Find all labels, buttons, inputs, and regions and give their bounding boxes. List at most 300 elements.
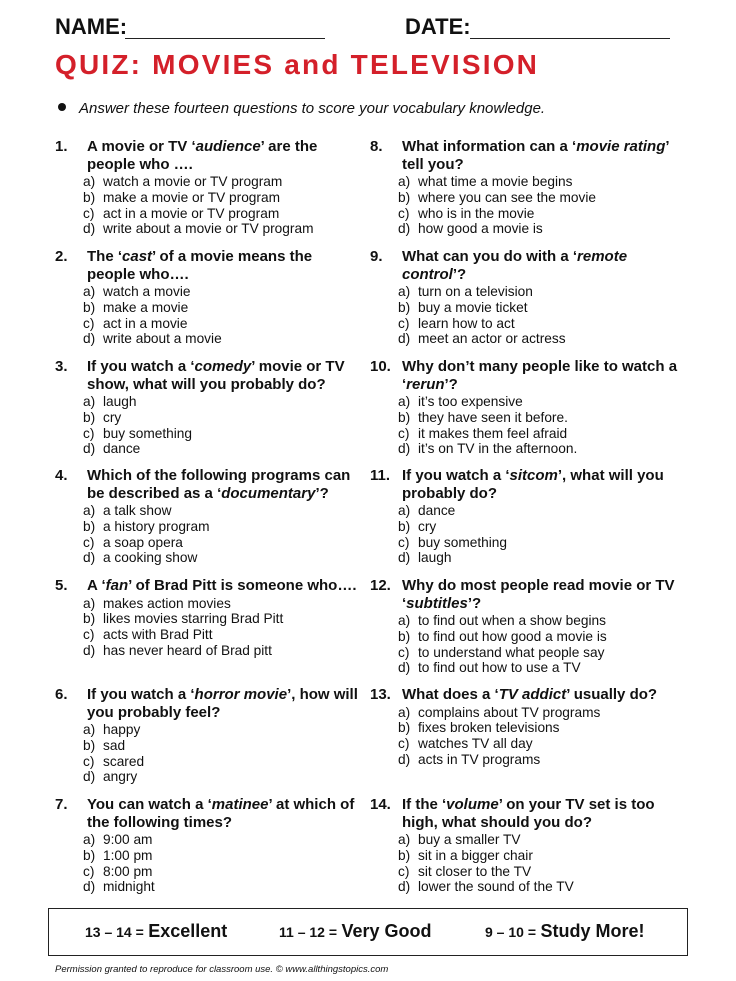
question-text [370,686,685,704]
answer-options [55,284,360,347]
prompt-tail: ’? [315,484,329,502]
answer-option[interactable] [398,705,685,721]
option-letter: a) [398,704,411,720]
option-letter: c) [398,863,410,879]
question-number: 1. [55,138,68,155]
score-range: 11 – 12 = [279,924,338,940]
prompt-tail: ’ of a movie means the people who…. [87,248,313,283]
answer-option[interactable] [398,832,685,848]
question-number: 12. [370,577,391,594]
option-text: acts in TV programs [418,751,541,767]
option-letter: a) [398,613,411,628]
option-text: meet an actor or actress [418,331,566,347]
question-text [370,138,685,173]
answer-option[interactable] [398,206,685,222]
question-text [370,248,685,283]
prompt-lead: If you watch a ‘ [87,686,195,703]
answer-option[interactable] [398,864,685,880]
answer-option[interactable] [398,300,685,316]
option-letter: a) [83,832,96,847]
question-prompt [402,358,685,393]
answer-option[interactable] [398,848,685,864]
option-text: a history program [103,518,210,534]
answer-option[interactable] [398,660,685,676]
option-letter: a) [398,284,411,299]
option-text: cry [418,518,437,534]
option-letter: d) [398,660,411,676]
vocabulary-term: fan [105,577,129,594]
prompt-lead: If the ‘ [402,796,447,813]
vocabulary-term: rerun [406,375,445,393]
answer-options [370,394,685,457]
instruction-text: Answer these fourteen questions to score your vocabulary knowledge. [79,100,546,117]
option-text: lower the sound of the TV [418,879,574,895]
option-letter: b) [398,299,411,315]
option-letter: a) [83,394,96,409]
option-letter: b) [83,611,96,627]
prompt-lead: If you watch a ‘ [402,467,510,484]
option-text: buy something [418,534,508,550]
answer-options [370,284,685,347]
option-letter: b) [398,847,411,863]
question-text [55,358,360,393]
option-letter: a) [83,722,96,737]
answer-option[interactable] [83,300,360,316]
answer-option[interactable] [83,426,360,442]
option-text: sit closer to the TV [418,863,532,879]
question-prompt [402,138,685,173]
answer-option[interactable] [398,879,685,895]
question-number: 4. [55,467,68,484]
option-letter: d) [83,769,96,785]
prompt-tail: ’ tell you? [402,138,669,173]
option-text: act in a movie or TV program [103,205,280,221]
question-5 [55,577,360,659]
question-prompt [87,577,360,595]
prompt-lead: The ‘ [87,248,123,265]
answer-option[interactable] [398,550,685,566]
vocabulary-term: documentary [221,484,316,502]
vocabulary-term: cast [122,248,153,265]
answer-option[interactable] [83,394,360,410]
answer-options [55,832,360,895]
instruction [58,100,545,117]
answer-option[interactable] [398,426,685,442]
option-letter: b) [398,409,411,425]
vocabulary-term: matinee [211,796,269,813]
question-prompt [402,577,685,612]
question-number: 2. [55,248,68,265]
question-3 [55,358,360,457]
option-letter: c) [83,315,95,331]
option-text: they have seen it before. [418,409,568,425]
option-letter: a) [398,394,411,409]
option-text: learn how to act [418,315,515,331]
option-text: watches TV all day [418,736,533,752]
option-letter: d) [83,550,96,566]
answer-option[interactable] [83,611,360,627]
question-text [370,358,685,393]
answer-option[interactable] [398,519,685,535]
score-label: Very Good [341,921,432,941]
answer-option[interactable] [398,503,685,519]
answer-option[interactable] [83,879,360,895]
option-text: sad [103,737,126,753]
option-letter: c) [83,205,95,221]
answer-options [55,174,360,237]
answer-option[interactable] [83,190,360,206]
question-1 [55,138,360,237]
question-prompt [402,796,685,831]
prompt-tail: ’ usually do? [566,686,658,703]
answer-option[interactable] [398,394,685,410]
prompt-lead: You can watch a ‘ [87,796,212,813]
option-letter: a) [398,832,411,847]
score-very-good [279,921,432,942]
question-number: 3. [55,358,68,375]
option-text: to find out when a show begins [418,613,606,628]
score-label: Excellent [148,921,228,941]
option-text: makes action movies [103,595,231,611]
answer-option[interactable] [398,174,685,190]
option-text: acts with Brad Pitt [103,627,213,643]
option-text: buy a smaller TV [418,832,521,847]
question-prompt [87,796,360,831]
name-label: NAME: [55,14,128,39]
vocabulary-term: audience [195,138,261,155]
prompt-tail: ’, what will you probably do? [402,467,664,502]
option-text: cry [103,409,122,425]
answer-options [55,503,360,566]
question-prompt [87,358,360,393]
prompt-tail: ’ movie or TV show, what will you probably do? [87,358,345,393]
option-letter: a) [83,174,96,189]
option-text: angry [103,769,138,785]
answer-option[interactable] [83,221,360,237]
vocabulary-term: TV addict [498,686,567,703]
answer-option[interactable] [83,596,360,612]
answer-option[interactable] [83,738,360,754]
option-text: dance [418,503,456,518]
option-text: where you can see the movie [418,189,597,205]
option-letter: b) [83,737,96,753]
option-letter: a) [83,284,96,299]
option-text: 8:00 pm [103,863,153,879]
answer-options [55,596,360,659]
answer-options [55,394,360,457]
option-text: a soap opera [103,534,183,550]
question-prompt [87,467,360,502]
question-text [55,577,360,595]
date-label: DATE: [405,14,471,39]
answer-option[interactable] [83,410,360,426]
question-7 [55,796,360,895]
answer-options [370,705,685,768]
answer-option[interactable] [398,190,685,206]
score-excellent [85,921,227,942]
question-4 [55,467,360,566]
answer-option[interactable] [83,627,360,643]
vocabulary-term: subtitles [406,594,468,612]
option-text: to find out how to use a TV [418,660,581,676]
answer-option[interactable] [398,613,685,629]
option-letter: d) [83,331,96,347]
option-text: midnight [103,879,155,895]
option-text: laugh [103,394,137,409]
answer-options [370,832,685,895]
option-letter: a) [398,503,411,518]
option-text: write about a movie [103,331,222,347]
option-letter: a) [83,595,96,611]
name-field[interactable] [125,38,325,39]
prompt-lead: What information can a ‘ [402,138,577,155]
option-text: a cooking show [103,550,198,566]
option-letter: d) [398,331,411,347]
question-text [55,686,360,721]
option-letter: b) [398,628,411,644]
question-number: 11. [370,467,391,484]
option-letter: c) [398,315,410,331]
option-letter: d) [398,221,411,237]
answer-option[interactable] [83,754,360,770]
answer-option[interactable] [83,441,360,457]
option-text: make a movie [103,299,189,315]
question-text [55,467,360,502]
question-prompt [87,248,360,283]
option-text: watch a movie [103,284,191,299]
option-letter: c) [83,627,95,643]
option-letter: b) [83,299,96,315]
prompt-tail: ’? [452,265,467,283]
option-text: what time a movie begins [418,174,573,189]
vocabulary-term: remote control [402,248,628,283]
question-number: 6. [55,686,68,703]
answer-option[interactable] [398,629,685,645]
question-14 [370,796,685,895]
option-text: 9:00 am [103,832,153,847]
answer-option[interactable] [398,284,685,300]
prompt-tail: ’ of Brad Pitt is someone who…. [128,577,357,594]
answer-option[interactable] [83,503,360,519]
option-letter: c) [398,425,410,441]
prompt-lead: Why do most people read movie or TV ‘ [402,577,675,612]
answer-option[interactable] [398,736,685,752]
question-prompt [402,248,685,283]
option-letter: d) [83,879,96,895]
option-letter: a) [83,503,96,518]
prompt-lead: A movie or TV ‘ [87,138,196,155]
option-letter: c) [398,736,410,752]
option-text: write about a movie or TV program [103,221,314,237]
answer-options [370,174,685,237]
question-text [370,467,685,502]
answer-options [370,613,685,676]
answer-option[interactable] [398,410,685,426]
option-letter: c) [83,534,95,550]
option-letter: d) [398,441,411,457]
question-number: 13. [370,686,391,703]
answer-option[interactable] [83,848,360,864]
option-letter: b) [83,518,96,534]
option-text: likes movies starring Brad Pitt [103,611,284,627]
option-letter: b) [398,720,411,736]
option-text: fixes broken televisions [418,720,560,736]
answer-option[interactable] [83,316,360,332]
prompt-tail: ’ are the people who …. [87,138,318,173]
vocabulary-term: sitcom [509,467,558,484]
answer-option[interactable] [83,769,360,785]
question-number: 5. [55,577,68,594]
question-prompt [402,467,685,502]
prompt-lead: What can you do with a ‘ [402,248,578,265]
score-label: Study More! [540,921,645,941]
prompt-tail: ’, how will you probably feel? [87,686,358,721]
option-text: happy [103,722,141,737]
header [55,14,685,44]
answer-option[interactable] [398,221,685,237]
answer-option[interactable] [83,550,360,566]
question-13 [370,686,685,768]
answer-option[interactable] [398,441,685,457]
answer-option[interactable] [83,832,360,848]
option-text: has never heard of Brad pitt [103,642,272,658]
question-prompt [87,686,360,721]
question-number: 8. [370,138,383,155]
answer-option[interactable] [83,722,360,738]
option-letter: d) [83,221,96,237]
question-12 [370,577,685,676]
question-6 [55,686,360,785]
option-text: scared [103,753,145,769]
option-text: turn on a television [418,284,533,299]
answer-option[interactable] [398,645,685,661]
option-letter: d) [398,550,411,566]
option-text: buy something [103,425,193,441]
answer-option[interactable] [83,284,360,300]
option-text: dance [103,441,141,457]
page-title: QUIZ: MOVIES and TELEVISION [55,49,540,80]
score-key [48,908,688,956]
question-9 [370,248,685,347]
vocabulary-term: comedy [194,358,252,375]
prompt-tail: ’ at which of the following times? [87,796,355,831]
option-letter: b) [83,847,96,863]
question-number: 14. [370,796,391,813]
answer-options [370,503,685,566]
score-study-more [485,921,644,942]
answer-option[interactable] [83,864,360,880]
option-letter: c) [83,863,95,879]
prompt-lead: Which of the following programs can be described as a ‘ [87,467,351,502]
question-number: 7. [55,796,68,813]
option-text: sit in a bigger chair [418,847,533,863]
date-field[interactable] [470,38,670,39]
answer-option[interactable] [83,174,360,190]
option-text: it’s on TV in the afternoon. [418,441,578,457]
answer-option[interactable] [398,535,685,551]
option-text: it makes them feel afraid [418,425,568,441]
option-letter: b) [83,409,96,425]
option-letter: a) [398,174,411,189]
score-range: 13 – 14 = [85,924,144,940]
option-letter: c) [398,534,410,550]
prompt-tail: ’ on your TV set is too high, what should you do? [402,796,655,831]
answer-option[interactable] [83,535,360,551]
option-text: to find out how good a movie is [418,628,607,644]
option-text: act in a movie [103,315,188,331]
option-text: watch a movie or TV program [103,174,283,189]
prompt-tail: ’? [444,375,458,393]
question-text [55,138,360,173]
question-8 [370,138,685,237]
question-text [370,796,685,831]
answer-option[interactable] [398,720,685,736]
option-letter: c) [83,753,95,769]
option-letter: b) [398,518,411,534]
option-letter: d) [83,441,96,457]
vocabulary-term: movie rating [576,138,666,155]
option-text: make a movie or TV program [103,189,280,205]
question-text [55,248,360,283]
option-text: how good a movie is [418,221,543,237]
permission-footer: Permission granted to reproduce for classroom use. © www.allthingstopics.com [55,964,389,975]
option-letter: b) [398,189,411,205]
question-text [55,796,360,831]
option-letter: c) [398,644,410,660]
option-letter: d) [398,879,411,895]
question-prompt [402,686,685,704]
prompt-lead: What does a ‘ [402,686,499,703]
vocabulary-term: volume [446,796,499,813]
prompt-lead: A ‘ [87,577,106,594]
answer-option[interactable] [83,206,360,222]
answer-options [55,722,360,785]
option-letter: c) [83,425,95,441]
option-text: laugh [418,550,452,566]
option-letter: b) [83,189,96,205]
question-prompt [87,138,360,173]
option-text: 1:00 pm [103,847,153,863]
option-letter: d) [398,751,411,767]
question-2 [55,248,360,347]
question-text [370,577,685,612]
answer-option[interactable] [83,643,360,659]
bullet-icon [58,103,66,111]
answer-option[interactable] [398,331,685,347]
answer-option[interactable] [83,519,360,535]
option-text: who is in the movie [418,205,535,221]
answer-option[interactable] [398,752,685,768]
option-text: complains about TV programs [418,704,601,720]
prompt-lead: Why don’t many people like to watch a ‘ [402,358,678,393]
option-text: a talk show [103,503,172,518]
option-text: to understand what people say [418,644,605,660]
option-text: buy a movie ticket [418,299,528,315]
question-10 [370,358,685,457]
question-11 [370,467,685,566]
answer-option[interactable] [398,316,685,332]
prompt-lead: If you watch a ‘ [87,358,195,375]
question-number: 10. [370,358,391,375]
answer-option[interactable] [83,331,360,347]
question-number: 9. [370,248,383,265]
option-text: it’s too expensive [418,394,523,409]
vocabulary-term: horror movie [194,686,288,703]
score-range: 9 – 10 = [485,924,536,940]
option-letter: d) [83,642,96,658]
option-letter: c) [398,205,410,221]
prompt-tail: ’? [467,594,482,612]
